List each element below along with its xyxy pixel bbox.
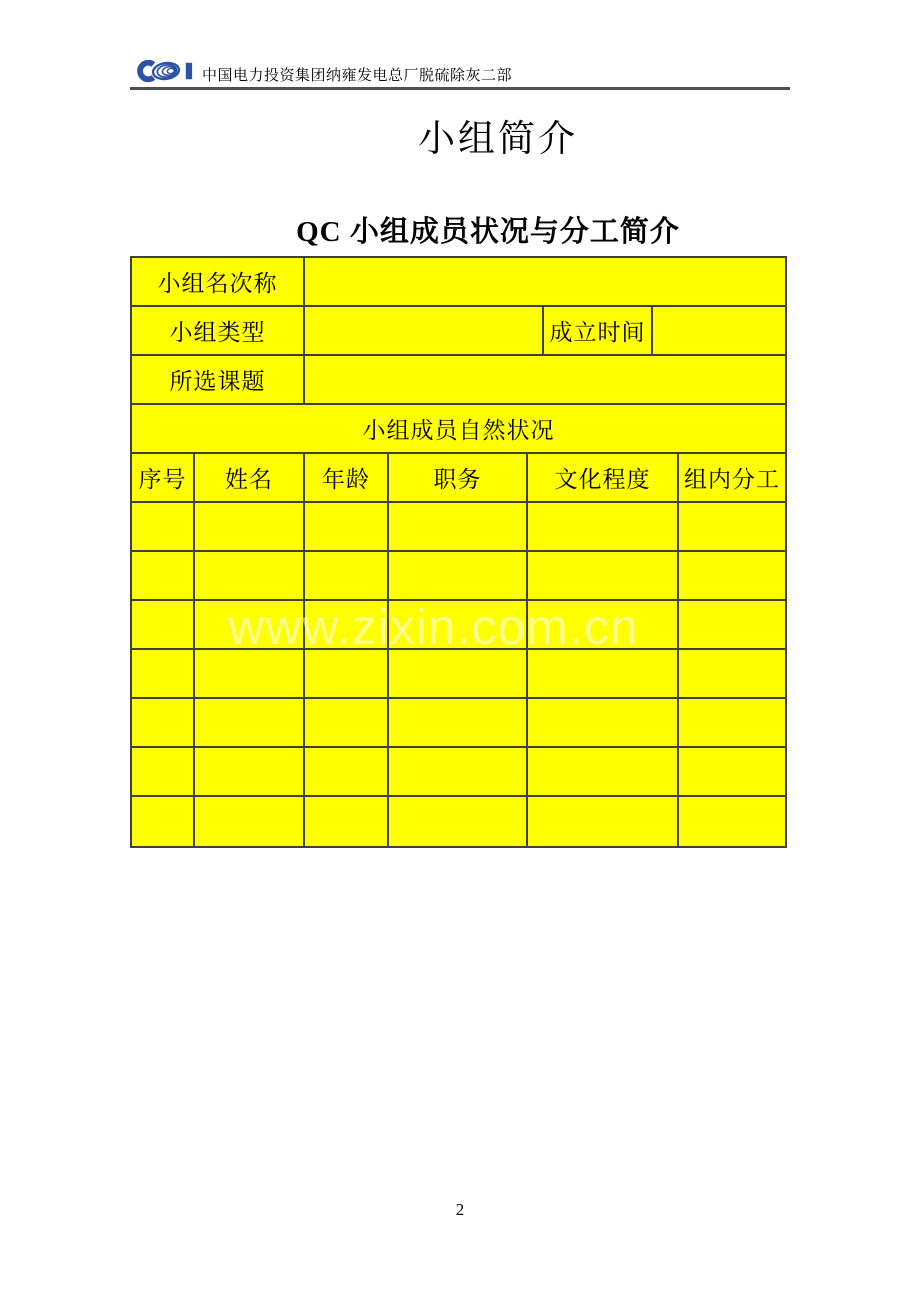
column-header-role: 组内分工 [679,454,785,503]
member-cell-empty[interactable] [679,748,785,797]
member-row [132,748,785,797]
member-row [132,797,785,846]
founded-date-label: 成立时间 [544,307,653,356]
column-header-age: 年龄 [305,454,389,503]
member-cell-empty[interactable] [132,552,195,601]
watermark-text: www.zixin.com.cn [228,599,639,655]
member-cell-empty[interactable] [679,797,785,846]
member-cell-empty[interactable] [305,699,389,748]
column-header-number: 序号 [132,454,195,503]
member-cell-empty[interactable] [132,699,195,748]
member-cell-empty[interactable] [305,650,389,699]
group-type-value-cell[interactable] [305,307,544,356]
member-row [132,650,785,699]
member-cell-empty[interactable] [305,748,389,797]
cpi-logo-icon [137,60,195,82]
member-cell-empty[interactable] [679,699,785,748]
header-rule [130,87,790,90]
member-cell-empty[interactable] [195,650,305,699]
member-cell-empty[interactable] [389,601,528,650]
member-cell-empty[interactable] [305,601,389,650]
member-cell-empty[interactable] [679,503,785,552]
member-cell-empty[interactable] [528,797,679,846]
member-cell-empty[interactable] [528,650,679,699]
member-cell-empty[interactable] [132,503,195,552]
group-type-label: 小组类型 [132,307,305,356]
topic-row [132,356,785,405]
member-row [132,699,785,748]
founded-date-value-cell[interactable] [653,307,785,356]
member-cell-empty[interactable] [679,650,785,699]
member-cell-empty[interactable] [389,797,528,846]
member-cell-empty[interactable] [389,552,528,601]
group-name-label: 小组名次称 [132,258,305,307]
member-cell-empty[interactable] [305,503,389,552]
member-cell-empty[interactable] [528,503,679,552]
member-cell-empty[interactable] [195,797,305,846]
section-title: QC 小组成员状况与分工简介 [296,216,680,248]
members-header-row [132,454,785,503]
group-name-value-cell[interactable] [305,258,785,307]
member-cell-empty[interactable] [528,699,679,748]
member-cell-empty[interactable] [528,552,679,601]
member-cell-empty[interactable] [305,552,389,601]
page-title: 小组简介 [418,119,578,160]
member-cell-empty[interactable] [132,748,195,797]
group-name-row [132,258,785,307]
member-rows-container [132,503,785,846]
column-header-education: 文化程度 [528,454,679,503]
topic-label: 所选课题 [132,356,305,405]
member-cell-empty[interactable] [195,552,305,601]
member-cell-empty[interactable] [679,601,785,650]
member-cell-empty[interactable] [132,601,195,650]
member-row [132,503,785,552]
member-cell-empty[interactable] [132,650,195,699]
member-cell-empty[interactable] [389,650,528,699]
member-cell-empty[interactable] [195,601,305,650]
members-section-row [132,405,785,454]
company-name: 中国电力投资集团纳雍发电总厂脱硫除灰二部 [202,68,513,84]
member-row [132,601,785,650]
member-row [132,552,785,601]
page-number: 2 [455,1200,465,1219]
member-cell-empty[interactable] [528,601,679,650]
column-header-position: 职务 [389,454,528,503]
member-cell-empty[interactable] [195,503,305,552]
group-type-row [132,307,785,356]
member-cell-empty[interactable] [389,699,528,748]
topic-value-cell[interactable] [305,356,785,405]
qc-member-table [130,256,787,848]
member-cell-empty[interactable] [132,797,195,846]
member-cell-empty[interactable] [389,748,528,797]
member-cell-empty[interactable] [305,797,389,846]
member-cell-empty[interactable] [389,503,528,552]
member-cell-empty[interactable] [195,748,305,797]
members-section-header: 小组成员自然状况 [132,405,785,454]
column-header-name: 姓名 [195,454,305,503]
member-cell-empty[interactable] [195,699,305,748]
member-cell-empty[interactable] [528,748,679,797]
member-cell-empty[interactable] [679,552,785,601]
